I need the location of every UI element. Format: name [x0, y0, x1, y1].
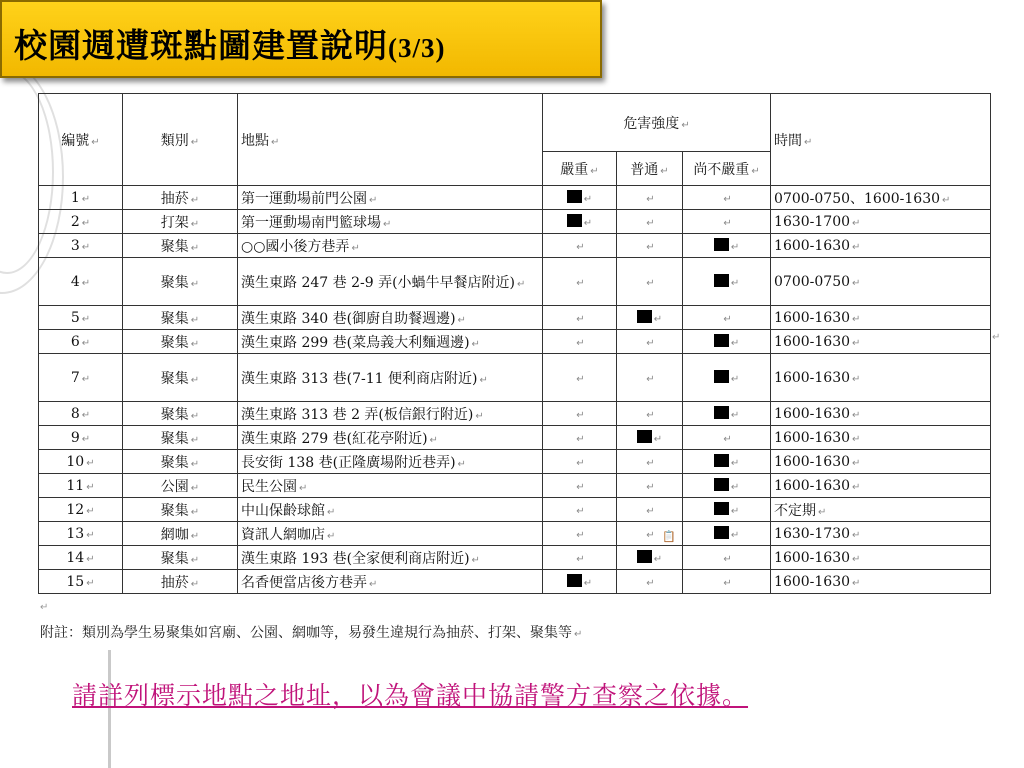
cell-time: 1600-1630 ↵ [771, 354, 991, 402]
cell-category: 聚集 ↵ [123, 546, 238, 570]
table-row [39, 426, 991, 450]
cell-time: 1600-1630 ↵ [771, 402, 991, 426]
severity-mark [714, 478, 729, 491]
cell-severe: ↵ [543, 354, 617, 402]
cell-id: 4 ↵ [39, 258, 123, 306]
cell-location: 長安街 138 巷(正隆廣場附近巷弄) ↵ [238, 450, 543, 474]
cell-location: 漢生東路 313 巷(7-11 便利商店附近) ↵ [238, 354, 543, 402]
cell-id: 15 ↵ [39, 570, 123, 594]
cell-minor: ↵ [683, 354, 771, 402]
severity-mark [714, 370, 729, 383]
cell-time: 1600-1630 ↵ [771, 570, 991, 594]
cell-severe: ↵ [543, 306, 617, 330]
cell-normal: ↵ [617, 306, 683, 330]
cell-id: 10 ↵ [39, 450, 123, 474]
severity-mark [714, 334, 729, 347]
cell-location: 第一運動場南門籃球場 ↵ [238, 210, 543, 234]
cell-id: 3 ↵ [39, 234, 123, 258]
cell-id: 5 ↵ [39, 306, 123, 330]
cell-normal: ↵ [617, 522, 683, 546]
cell-category: 聚集 ↵ [123, 498, 238, 522]
cell-time: 1600-1630 ↵ [771, 306, 991, 330]
cell-category: 聚集 ↵ [123, 354, 238, 402]
severity-mark [637, 550, 652, 563]
cell-severe: ↵ [543, 498, 617, 522]
cell-location: 資訊人網咖店 ↵ [238, 522, 543, 546]
cell-time: 0700-0750、1600-1630 ↵ [771, 186, 991, 210]
cell-time: 1600-1630 ↵ [771, 426, 991, 450]
cell-id: 2 ↵ [39, 210, 123, 234]
cell-category: 聚集 ↵ [123, 402, 238, 426]
cell-minor: ↵ [683, 522, 771, 546]
header-location: 地點 ↵ [238, 94, 543, 186]
severity-mark [714, 502, 729, 515]
cell-category: 聚集 ↵ [123, 426, 238, 450]
cell-normal: ↵ [617, 354, 683, 402]
cell-time: 1600-1630 ↵ [771, 330, 991, 354]
cell-normal: ↵ [617, 234, 683, 258]
cell-id: 14 ↵ [39, 546, 123, 570]
clipboard-icon[interactable]: 📋 [662, 530, 676, 543]
cell-normal: ↵ [617, 402, 683, 426]
cell-location: 中山保齡球館 ↵ [238, 498, 543, 522]
table-row [39, 570, 991, 594]
cell-category: 網咖 ↵ [123, 522, 238, 546]
cell-id: 1 ↵ [39, 186, 123, 210]
table-row [39, 234, 991, 258]
paragraph-mark: ↵ [40, 602, 49, 613]
cell-minor: ↵ [683, 186, 771, 210]
cell-minor: ↵ [683, 546, 771, 570]
cell-minor: ↵ [683, 450, 771, 474]
table-body [39, 186, 991, 594]
cell-severe: ↵ [543, 234, 617, 258]
cell-minor: ↵ [683, 306, 771, 330]
cell-severe: ↵ [543, 210, 617, 234]
severity-mark [637, 310, 652, 323]
cell-minor: ↵ [683, 234, 771, 258]
severity-mark [637, 430, 652, 443]
cell-minor: ↵ [683, 570, 771, 594]
table-row [39, 474, 991, 498]
cell-time: 1600-1630 ↵ [771, 546, 991, 570]
cell-id: 8 ↵ [39, 402, 123, 426]
cell-id: 11 ↵ [39, 474, 123, 498]
cell-id: 13 ↵ [39, 522, 123, 546]
page-title [14, 20, 445, 67]
cell-location: 名香便當店後方巷弄 ↵ [238, 570, 543, 594]
table-row [39, 354, 991, 402]
title-banner [0, 0, 602, 78]
table-row [39, 498, 991, 522]
header-category: 類別 ↵ [123, 94, 238, 186]
severity-mark [567, 190, 582, 203]
cell-category: 聚集 ↵ [123, 450, 238, 474]
cell-time: 不定期 ↵ [771, 498, 991, 522]
instruction-link[interactable]: 請詳列標示地點之地址，以為會議中協請警方查察之依據。 [72, 681, 749, 710]
cell-normal: ↵ [617, 498, 683, 522]
header-id: 編號 ↵ [39, 94, 123, 186]
cell-minor: ↵ [683, 498, 771, 522]
cell-normal: ↵ [617, 570, 683, 594]
cell-severe: ↵ [543, 522, 617, 546]
table-row [39, 330, 991, 354]
severity-mark [714, 526, 729, 539]
cell-category: 聚集 ↵ [123, 330, 238, 354]
cell-normal: ↵ [617, 474, 683, 498]
cell-normal: ↵ [617, 426, 683, 450]
severity-mark [714, 454, 729, 467]
cell-time: 1600-1630 ↵ [771, 474, 991, 498]
cell-minor: ↵ [683, 402, 771, 426]
header-minor: 尚不嚴重 ↵ [683, 152, 771, 186]
cell-severe: ↵ [543, 450, 617, 474]
table-row [39, 258, 991, 306]
cell-severe: ↵ [543, 402, 617, 426]
footnote: 附註：類別為學生易聚集如宮廟、公園、網咖等，易發生違規行為抽菸、打架、聚集等 ↵ [40, 625, 583, 641]
cell-minor: ↵ [683, 330, 771, 354]
cell-severe: ↵ [543, 330, 617, 354]
header-normal: 普通 ↵ [617, 152, 683, 186]
cell-category: 聚集 ↵ [123, 306, 238, 330]
cell-category: 聚集 ↵ [123, 234, 238, 258]
cell-normal: ↵ [617, 546, 683, 570]
cell-location: 漢生東路 247 巷 2-9 弄(小蝸牛早餐店附近) ↵ [238, 258, 543, 306]
cell-category: 聚集 ↵ [123, 258, 238, 306]
table-row [39, 186, 991, 210]
cell-location: 漢生東路 313 巷 2 弄(板信銀行附近) ↵ [238, 402, 543, 426]
cell-minor: ↵ [683, 474, 771, 498]
cell-time: 0700-0750 ↵ [771, 258, 991, 306]
cell-location: 漢生東路 299 巷(菜鳥義大利麵週邊) ↵ [238, 330, 543, 354]
severity-mark [714, 406, 729, 419]
cell-severe: ↵ [543, 546, 617, 570]
cell-normal: ↵ [617, 450, 683, 474]
cell-severe: ↵ [543, 186, 617, 210]
cell-location: 漢生東路 340 巷(御廚自助餐週邊) ↵ [238, 306, 543, 330]
cell-id: 7 ↵ [39, 354, 123, 402]
cell-category: 抽菸 ↵ [123, 186, 238, 210]
cell-normal: ↵ [617, 330, 683, 354]
cell-severe: ↵ [543, 426, 617, 450]
cell-severe: ↵ [543, 258, 617, 306]
cell-location: 民生公園 ↵ [238, 474, 543, 498]
severity-mark [714, 274, 729, 287]
cell-location: 漢生東路 193 巷(全家便利商店附近) ↵ [238, 546, 543, 570]
cell-time: 1630-1700 ↵ [771, 210, 991, 234]
header-severity: 危害強度 ↵ [543, 94, 771, 152]
cell-minor: ↵ [683, 210, 771, 234]
cell-normal: ↵ [617, 210, 683, 234]
table-row [39, 306, 991, 330]
severity-mark [714, 238, 729, 251]
cell-minor: ↵ [683, 426, 771, 450]
cell-normal: ↵ [617, 258, 683, 306]
cell-minor: ↵ [683, 258, 771, 306]
hotspot-table [38, 93, 991, 594]
cell-severe: ↵ [543, 570, 617, 594]
cell-time: 1600-1630 ↵ [771, 450, 991, 474]
cell-id: 9 ↵ [39, 426, 123, 450]
cell-normal: ↵ [617, 186, 683, 210]
cell-time: 1600-1630 ↵ [771, 234, 991, 258]
table-row [39, 450, 991, 474]
title-main: 校園週遭斑點圖建置說明 [14, 26, 388, 65]
header-severe: 嚴重 ↵ [543, 152, 617, 186]
cell-time: 1630-1730 ↵ [771, 522, 991, 546]
cell-severe: ↵ [543, 474, 617, 498]
cell-category: 抽菸 ↵ [123, 570, 238, 594]
cell-location: 第一運動場前門公園 ↵ [238, 186, 543, 210]
cell-id: 12 ↵ [39, 498, 123, 522]
severity-mark [567, 214, 582, 227]
paragraph-mark: ↵ [992, 332, 1001, 343]
header-time: 時間 ↵ [771, 94, 991, 186]
title-suffix: (3/3) [388, 33, 446, 63]
table-row [39, 402, 991, 426]
cell-location: ○○國小後方巷弄 ↵ [238, 234, 543, 258]
cell-location: 漢生東路 279 巷(紅花亭附近) ↵ [238, 426, 543, 450]
cell-category: 公園 ↵ [123, 474, 238, 498]
table-row [39, 522, 991, 546]
cell-id: 6 ↵ [39, 330, 123, 354]
severity-mark [567, 574, 582, 587]
table-row [39, 210, 991, 234]
cell-category: 打架 ↵ [123, 210, 238, 234]
table-row [39, 546, 991, 570]
